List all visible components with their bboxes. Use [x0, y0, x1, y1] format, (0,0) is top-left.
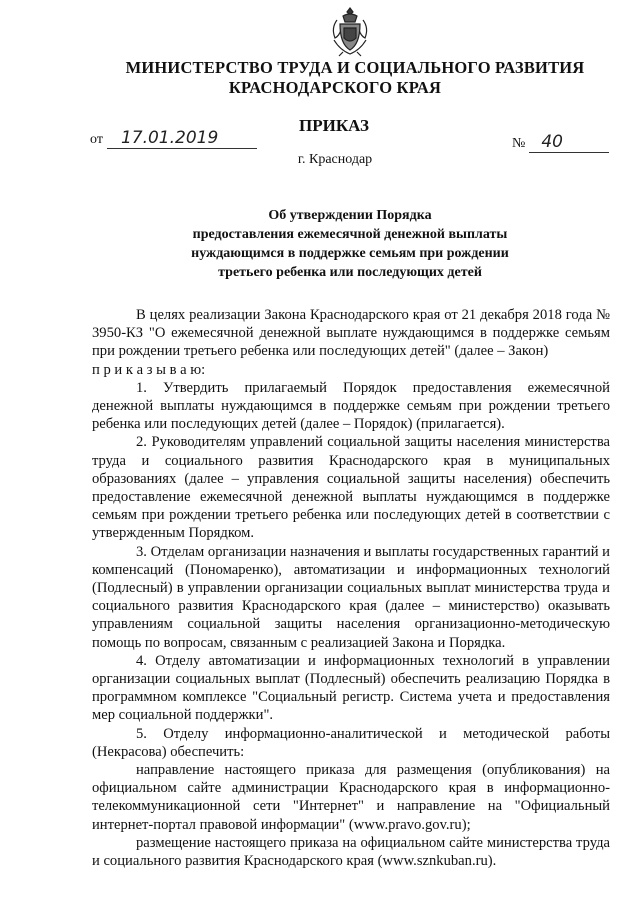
paragraph-item-5: 5. Отделу информационно-аналитической и методической работы (Некрасова) обеспечить:	[92, 725, 610, 760]
order-word: п р и к а з ы в а ю:	[92, 361, 206, 378]
paragraph-item-5b: размещение настоящего приказа на официальном сайте министерства труда и социального развития Краснодарского края (www.sznkuban.ru).	[92, 834, 610, 870]
date-line	[107, 128, 257, 149]
paragraph-item-1: 1. Утвердить прилагаемый Порядок предоставления ежемесячной денежной выплаты нуждающимся в поддержке семьям при рождении третьего ребенка или последующих детей (далее – Порядок) (прилагается).	[92, 379, 610, 433]
coat-of-arms-emblem	[329, 6, 371, 58]
city-line: г. Краснодар	[297, 152, 373, 167]
paragraph-item-3: 3. Отделам организации назначения и выплаты государственных гарантий и компенсаций (Пономаренко), автоматизации и информационных технологий (Подлесный) в управлении организации социальных выплат министерства труда и социального развития Краснодарского края (далее – министерство) оказывать управлениям социальной защиты населения организационно-методическую помощь по вопросам, связанным с реализацией Закона и Порядка.	[92, 543, 610, 651]
document-title	[0, 206, 640, 282]
title-line: третьего ребенка или последующих детей	[218, 265, 482, 280]
document-type-heading: ПРИКАЗ	[299, 116, 369, 135]
title-line: Об утверждении Порядка	[268, 208, 432, 223]
number-prefix: №	[512, 136, 526, 151]
order-number	[512, 132, 609, 153]
paragraph-item-4: 4. Отделу автоматизации и информационных технологий в управлении организации социальных выплат (Подлесный) обеспечить реализацию Порядка в программном комплексе "Социальный регистр. Система учета и предоставления мер социальной поддержки".	[92, 652, 610, 724]
intro-paragraph: В целях реализации Закона Краснодарского края от 21 декабря 2018 года № 3950-КЗ "О ежемесячной денежной выплате нуждающимся в поддержке семьям при рождении третьего ребенка или последующих детей" (далее – Закон)	[92, 307, 610, 360]
paragraph-item-2: 2. Руководителям управлений социальной защиты населения министерства труда и социального развития Краснодарского края в муниципальных образованиях (далее – управления социальной защиты населения) обеспечить предоставление ежемесячной денежной выплаты нуждающимся в поддержке семьям при рождении третьего ребенка или последующих детей в соответствии с утвержденным Порядком.	[92, 434, 610, 542]
handwritten-number: 40	[541, 132, 563, 152]
order-date	[90, 128, 257, 149]
ministry-name-line2: КРАСНОДАРСКОГО КРАЯ	[228, 78, 442, 97]
number-line	[529, 132, 609, 153]
paragraph-item-5a: направление настоящего приказа для размещения (опубликования) на официальном сайте администрации Краснодарского края в информационно-телекоммуникационной сети "Интернет" и направление на "Официальный интернет-портал правовой информации" (www.pravo.gov.ru);	[92, 762, 610, 833]
document-body	[92, 306, 610, 870]
date-prefix: от	[90, 132, 103, 147]
title-line: нуждающимся в поддержке семьям при рождении	[191, 246, 509, 261]
handwritten-date: 17.01.2019	[120, 128, 219, 148]
title-line: предоставления ежемесячной денежной выплаты	[192, 227, 508, 242]
ministry-name-line1: МИНИСТЕРСТВО ТРУДА И СОЦИАЛЬНОГО РАЗВИТИЯ	[125, 58, 585, 77]
